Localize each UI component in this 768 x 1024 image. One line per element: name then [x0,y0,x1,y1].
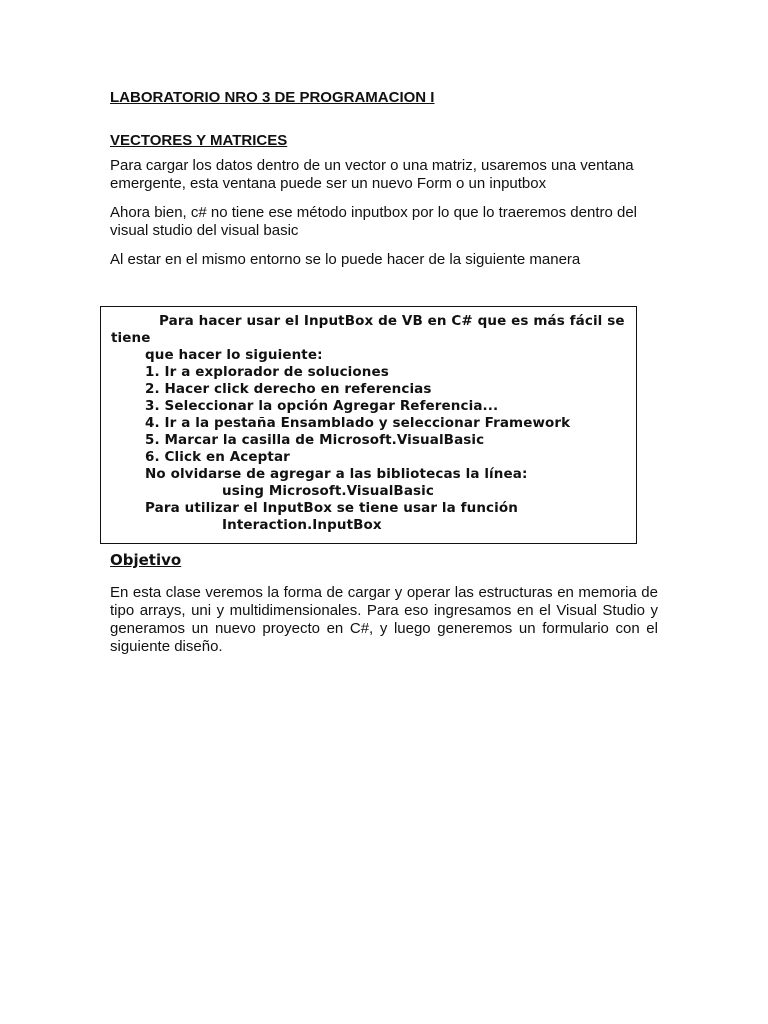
box-intro [111,313,631,347]
paragraph-2: Ahora bien, c# no tiene ese método inputbox por lo que lo traeremos dentro del visual studio del visual basic [110,204,638,239]
document-body [110,89,658,269]
step-item: 2. Hacer click derecho en referencias [145,381,432,397]
objective-heading: Objetivo [110,551,182,569]
paragraph-3: Al estar en el mismo entorno se lo puede hacer de la siguiente manera [110,251,581,268]
note-inputbox: Para utilizar el InputBox se tiene usar la función [145,500,518,516]
box-intro-text: Para hacer usar el InputBox de VB en C# que es más fácil se tiene [111,313,625,346]
objective-paragraph: En esta clase veremos la forma de cargar y operar las estructuras en memoria de tipo arrays, uni y multidimensionales. Para eso ingresamos en el Visual Studio y generamos un nuevo proyecto en C#, y luego generemos un formulario con el siguiente diseño. [110,584,658,655]
steps-list [145,364,570,466]
step-item: 3. Seleccionar la opción Agregar Referencia... [145,398,499,414]
step-item: 4. Ir a la pestaña Ensamblado y seleccionar Framework [145,415,571,431]
instructions-box [100,306,637,544]
document-title: LABORATORIO NRO 3 DE PROGRAMACION I [110,89,435,106]
step-item: 5. Marcar la casilla de Microsoft.VisualBasic [145,432,485,448]
step-item: 1. Ir a explorador de soluciones [145,364,389,380]
code-interaction: Interaction.InputBox [222,517,382,533]
section-heading: VECTORES Y MATRICES [110,132,288,149]
code-using: using Microsoft.VisualBasic [222,483,434,499]
paragraph-1: Para cargar los datos dentro de un vector o una matriz, usaremos una ventana emergente, esta ventana puede ser un nuevo Form o un inputbox [110,157,634,192]
step-item: 6. Click en Aceptar [145,449,290,465]
note-libraries: No olvidarse de agregar a las bibliotecas la línea: [145,466,528,482]
box-intro-continued: que hacer lo siguiente: [145,347,323,363]
